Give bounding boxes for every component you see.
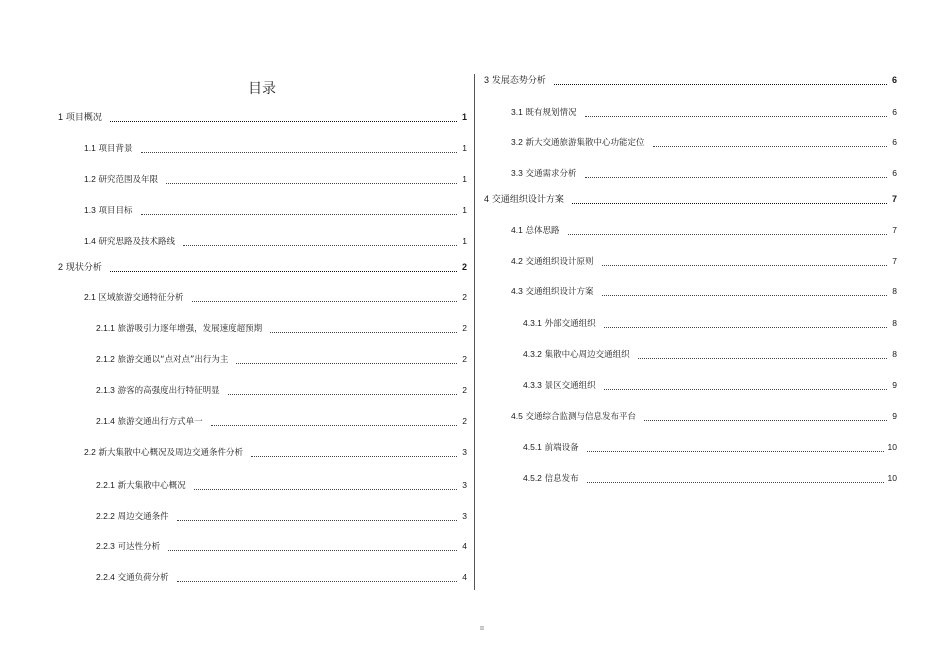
dot-leader <box>587 475 884 483</box>
toc-entry-page: 9 <box>892 380 897 390</box>
toc-entry-page: 2 <box>462 292 467 302</box>
toc-entry-label: 现状分析 <box>65 263 102 273</box>
dot-leader <box>638 351 887 359</box>
dot-leader <box>183 238 457 246</box>
toc-entry-label: 项目概况 <box>65 113 102 123</box>
toc-entry[interactable] <box>58 262 467 274</box>
toc-entry-number: 2.2.4 <box>96 572 115 582</box>
toc-entry-page: 1 <box>461 112 467 122</box>
toc-entry-label: 旅游交通出行方式单一 <box>117 417 203 427</box>
dot-leader <box>587 444 884 452</box>
toc-entry-label: 既有规划情况 <box>525 108 577 118</box>
toc-entry-page: 8 <box>892 286 897 296</box>
toc-entry-number: 3.2 <box>511 137 523 147</box>
toc-entry[interactable] <box>511 411 897 423</box>
toc-entry-number: 1.2 <box>84 174 96 184</box>
toc-entry-page: 3 <box>462 447 467 457</box>
dot-leader <box>604 320 887 328</box>
toc-entry-label: 研究范围及年限 <box>98 175 159 185</box>
toc-entry-page: 10 <box>887 473 897 483</box>
toc-entry-page: 2 <box>462 416 467 426</box>
dot-leader <box>604 382 887 390</box>
toc-entry-label: 研究思路及技术路线 <box>98 237 176 247</box>
toc-entry[interactable] <box>96 385 467 397</box>
dot-leader <box>110 114 457 122</box>
toc-entry[interactable] <box>523 318 897 330</box>
toc-entry-label: 项目目标 <box>98 206 133 216</box>
toc-entry-page: 2 <box>462 385 467 395</box>
toc-entry[interactable] <box>96 323 467 335</box>
toc-entry-number: 2.2.3 <box>96 541 115 551</box>
toc-entry-page: 1 <box>462 174 467 184</box>
toc-entry-label: 发展态势分析 <box>491 76 546 86</box>
toc-entry-page: 10 <box>887 442 897 452</box>
dot-leader <box>602 258 887 266</box>
dot-leader <box>554 77 887 85</box>
toc-entry[interactable] <box>84 292 467 304</box>
toc-entry-label: 前端设备 <box>544 443 579 453</box>
toc-entry[interactable] <box>511 225 897 237</box>
toc-entry[interactable] <box>84 205 467 217</box>
toc-entry-number: 4.3 <box>511 286 523 296</box>
toc-entry-label: 交通组织设计方案 <box>525 287 594 297</box>
toc-entry-page: 7 <box>892 256 897 266</box>
toc-entry[interactable] <box>523 380 897 392</box>
toc-entry-page: 4 <box>462 572 467 582</box>
toc-entry-number: 4.3.3 <box>523 380 542 390</box>
toc-entry-number: 4.5 <box>511 411 523 421</box>
dot-leader <box>644 413 887 421</box>
toc-entry-label: 新大交通旅游集散中心功能定位 <box>525 138 645 148</box>
toc-entry[interactable] <box>484 75 897 87</box>
dot-leader <box>110 264 457 272</box>
toc-entry[interactable] <box>511 107 897 119</box>
column-divider <box>474 74 475 590</box>
toc-entry-page: 1 <box>462 236 467 246</box>
toc-entry[interactable] <box>511 256 897 268</box>
dot-leader <box>236 356 457 364</box>
toc-entry-page: 1 <box>462 143 467 153</box>
toc-title: 目录 <box>248 81 276 97</box>
toc-entry-number: 3.3 <box>511 168 523 178</box>
toc-entry-label: 交通组织设计原则 <box>525 257 594 267</box>
toc-entry[interactable] <box>523 349 897 361</box>
toc-entry-number: 2.1.3 <box>96 385 115 395</box>
toc-entry[interactable] <box>84 236 467 248</box>
toc-entry[interactable] <box>96 416 467 428</box>
page-number-footer: II <box>480 626 484 632</box>
toc-entry-page: 6 <box>892 168 897 178</box>
toc-entry-number: 2.2.2 <box>96 511 115 521</box>
toc-entry-number: 2.2.1 <box>96 480 115 490</box>
toc-entry-number: 2.1 <box>84 292 96 302</box>
toc-entry-number: 1 <box>58 112 64 122</box>
dot-leader <box>194 482 457 490</box>
dot-leader <box>177 574 457 582</box>
dot-leader <box>177 513 457 521</box>
toc-entry-number: 4.1 <box>511 225 523 235</box>
toc-entry-number: 2.2 <box>84 447 96 457</box>
toc-entry-number: 3 <box>484 75 490 85</box>
toc-entry[interactable] <box>484 194 897 206</box>
toc-entry-page: 8 <box>892 349 897 359</box>
toc-entry-number: 1.4 <box>84 236 96 246</box>
toc-entry-label: 交通需求分析 <box>525 169 577 179</box>
dot-leader <box>141 145 457 153</box>
toc-entry-page: 2 <box>462 354 467 364</box>
toc-entry-number: 2 <box>58 262 64 272</box>
toc-entry[interactable] <box>96 354 467 366</box>
toc-entry-label: 总体思路 <box>525 226 560 236</box>
toc-entry-label: 交通组织设计方案 <box>491 195 564 205</box>
toc-entry-page: 6 <box>891 75 897 85</box>
toc-entry-number: 4 <box>484 194 490 204</box>
toc-entry-label: 信息发布 <box>544 474 579 484</box>
dot-leader <box>585 170 887 178</box>
toc-entry-label: 交通负荷分析 <box>117 573 169 583</box>
dot-leader <box>228 387 457 395</box>
dot-leader <box>653 139 887 147</box>
toc-entry[interactable] <box>511 168 897 180</box>
toc-entry-page: 6 <box>892 107 897 117</box>
toc-entry-label: 新大集散中心概况及周边交通条件分析 <box>98 448 244 458</box>
toc-entry[interactable] <box>511 137 897 149</box>
toc-entry-label: 游客的高强度出行特征明显 <box>117 386 220 396</box>
toc-entry[interactable] <box>84 447 467 459</box>
dot-leader <box>568 227 887 235</box>
toc-entry[interactable] <box>96 511 467 523</box>
toc-entry-label: 项目背景 <box>98 144 133 154</box>
toc-entry-number: 4.5.1 <box>523 442 542 452</box>
toc-entry-page: 3 <box>462 480 467 490</box>
toc-entry-page: 2 <box>462 323 467 333</box>
toc-entry-number: 2.1.1 <box>96 323 115 333</box>
dot-leader <box>585 109 887 117</box>
toc-entry-number: 2.1.2 <box>96 354 115 364</box>
toc-entry-page: 7 <box>891 194 897 204</box>
toc-entry-number: 4.3.2 <box>523 349 542 359</box>
toc-entry-number: 1.1 <box>84 143 96 153</box>
dot-leader <box>168 543 457 551</box>
toc-entry-page: 4 <box>462 541 467 551</box>
toc-entry[interactable] <box>511 286 897 298</box>
toc-entry-label: 周边交通条件 <box>117 512 169 522</box>
dot-leader <box>192 294 457 302</box>
dot-leader <box>166 176 457 184</box>
toc-entry-page: 1 <box>462 205 467 215</box>
toc-entry-label: 区域旅游交通特征分析 <box>98 293 184 303</box>
toc-entry-label: 旅游吸引力逐年增强，发展速度超预期 <box>117 324 263 334</box>
toc-entry[interactable] <box>58 112 467 124</box>
toc-entry[interactable] <box>96 572 467 584</box>
toc-entry-number: 4.3.1 <box>523 318 542 328</box>
toc-entry-number: 3.1 <box>511 107 523 117</box>
toc-entry[interactable] <box>84 174 467 186</box>
toc-entry-page: 8 <box>892 318 897 328</box>
toc-entry[interactable] <box>523 442 897 454</box>
dot-leader <box>251 449 457 457</box>
toc-entry-label: 旅游交通以“点对点”出行为主 <box>117 355 229 365</box>
toc-entry-page: 9 <box>892 411 897 421</box>
toc-entry[interactable] <box>96 541 467 553</box>
toc-entry-label: 交通综合监测与信息发布平台 <box>525 412 637 422</box>
toc-entry[interactable] <box>96 480 467 492</box>
dot-leader <box>211 418 457 426</box>
toc-entry-label: 外部交通组织 <box>544 319 596 329</box>
toc-entry[interactable] <box>523 473 897 485</box>
toc-entry-number: 4.2 <box>511 256 523 266</box>
toc-entry-label: 景区交通组织 <box>544 381 596 391</box>
toc-entry-page: 7 <box>892 225 897 235</box>
toc-entry-label: 可达性分析 <box>117 542 161 552</box>
toc-entry-page: 2 <box>461 262 467 272</box>
dot-leader <box>270 325 457 333</box>
dot-leader <box>141 207 457 215</box>
toc-entry[interactable] <box>84 143 467 155</box>
toc-entry-label: 集散中心周边交通组织 <box>544 350 630 360</box>
toc-entry-page: 3 <box>462 511 467 521</box>
toc-entry-number: 1.3 <box>84 205 96 215</box>
dot-leader <box>572 196 887 204</box>
toc-entry-page: 6 <box>892 137 897 147</box>
toc-entry-label: 新大集散中心概况 <box>117 481 186 491</box>
toc-entry-number: 4.5.2 <box>523 473 542 483</box>
dot-leader <box>602 288 887 296</box>
toc-entry-number: 2.1.4 <box>96 416 115 426</box>
